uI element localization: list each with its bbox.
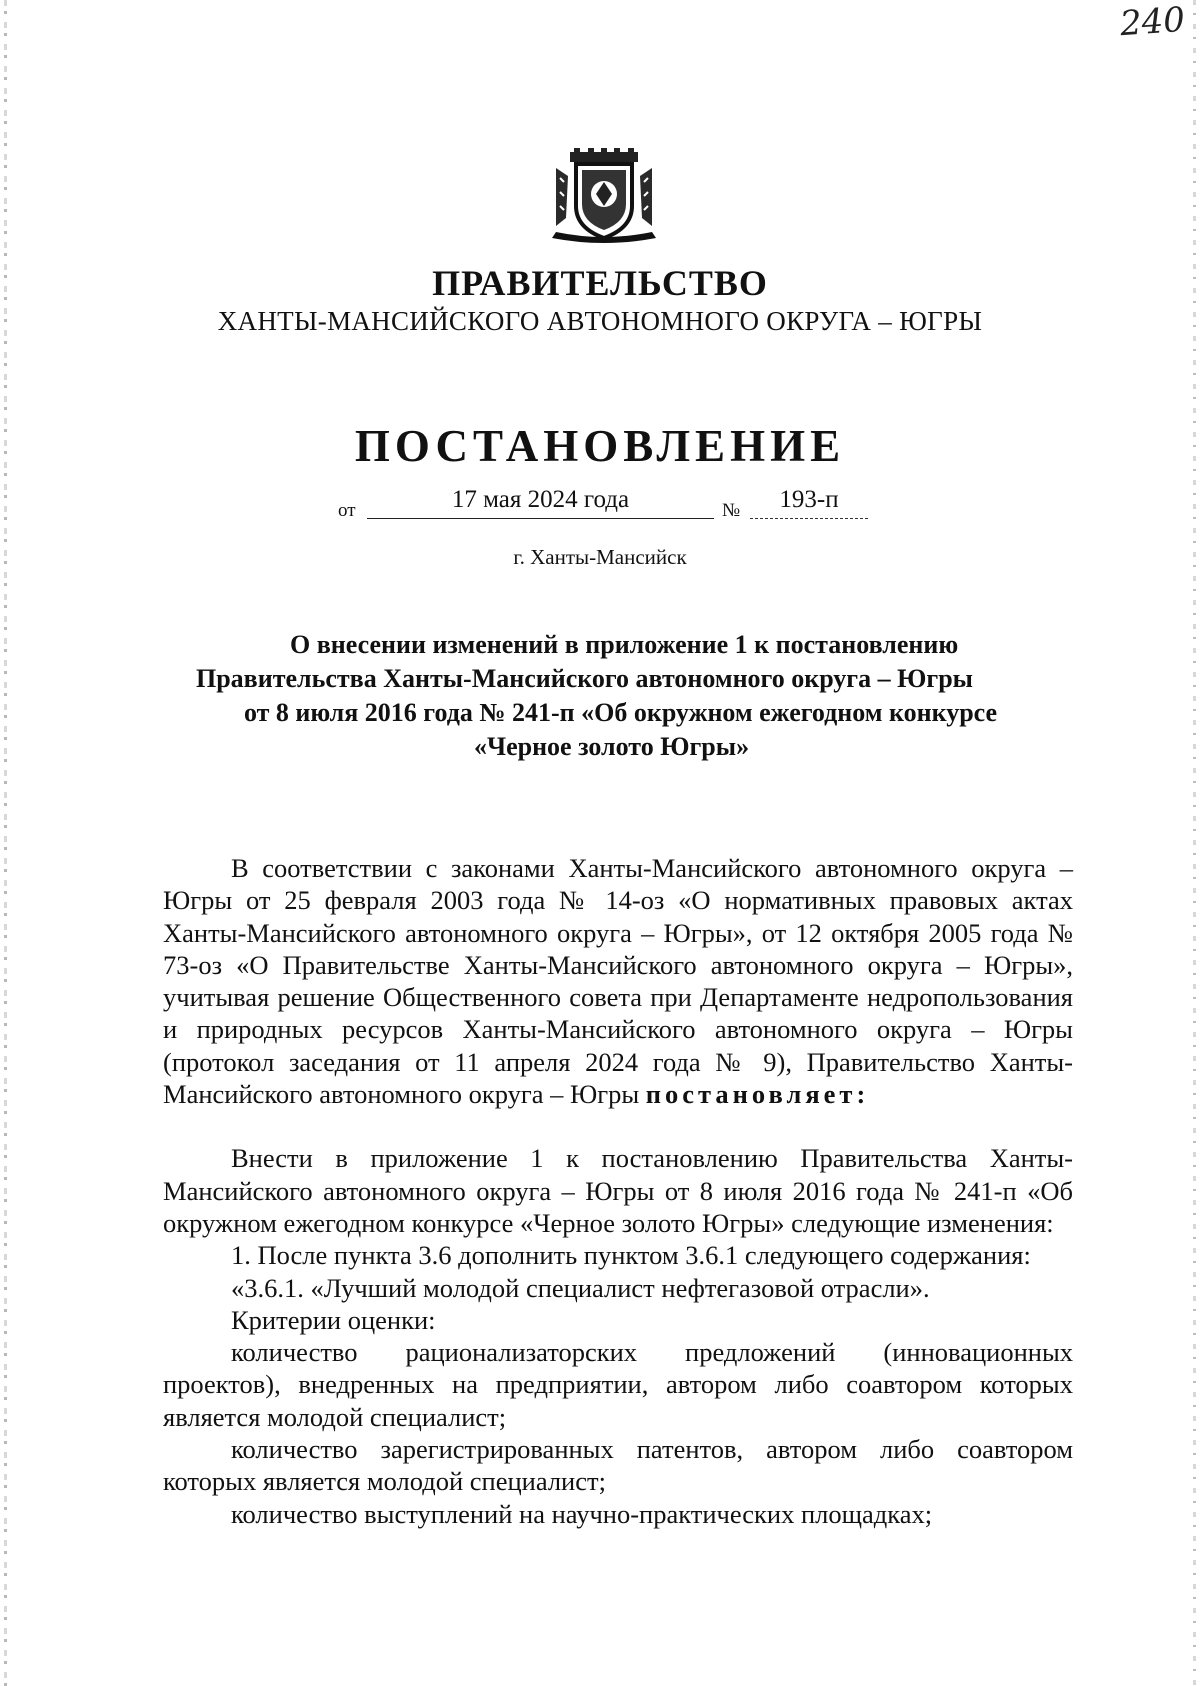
criterion-paragraph: количество рационализаторских предложений (инновационных проектов), внедренных на предприятии, автором либо соавтором которых является молодой специалист;: [163, 1337, 1073, 1432]
item-paragraph: 1. После пункта 3.6 дополнить пунктом 3.6.1 следующего содержания:: [231, 1240, 1031, 1271]
criterion-paragraph: количество выступлений на научно-практических площадках;: [231, 1498, 933, 1529]
city-name: г. Ханты-Мансийск: [513, 545, 687, 569]
document-body: [163, 852, 1073, 1530]
document-subject: [180, 628, 1080, 764]
criteria-heading: Критерии оценки:: [231, 1304, 436, 1335]
intro-paragraph: Внести в приложение 1 к постановлению Правительства Ханты-Мансийского автономного округа – Югры от 8 июля 2016 года № 241-п «Об окружном ежегодном конкурсе «Черное золото Югры» следующие изменения:: [163, 1143, 1073, 1238]
subject-line: Правительства Ханты-Мансийского автономного округа – Югры: [196, 664, 973, 693]
document-type-heading: ПОСТАНОВЛЕНИЕ: [354, 421, 846, 471]
subject-line: «Черное золото Югры»: [474, 732, 750, 761]
scan-edge-left: [4, 0, 7, 1686]
government-subtitle: ХАНТЫ-МАНСИЙСКОГО АВТОНОМНОГО ОКРУГА – ЮГРЫ: [217, 306, 983, 336]
criterion-paragraph: количество зарегистрированных патентов, автором либо соавтором которых является молодой специалист;: [163, 1434, 1073, 1497]
date-prefix: от: [338, 500, 356, 521]
subject-line: от 8 июля 2016 года № 241-п «Об окружном ежегодном конкурсе: [244, 698, 998, 727]
decree-word: постановляет:: [645, 1079, 870, 1110]
document-date: 17 мая 2024 года: [367, 486, 714, 519]
date-number-line: [0, 486, 1200, 526]
preamble-text: В соответствии с законами Ханты-Мансийского автономного округа – Югры от 25 февраля 2003 года № 14-оз «О нормативных правовых актах Ханты-Мансийского автономного округа – Югры», от 12 октября 2005 года № 73-оз «О Правительстве Ханты-Мансийского автономного округа – Югры», учитывая решение Общественного совета при Департаменте недропользования и природных ресурсов Ханты-Мансийского автономного округа – Югры (протокол заседания от 11 апреля 2024 года № 9), Правительство Ханты-Мансийского автономного округа – Югры: [163, 853, 1073, 1110]
number-prefix: №: [722, 500, 741, 521]
preamble-paragraph: [163, 852, 1073, 1110]
handwritten-page-number: 240: [1118, 0, 1187, 45]
coat-of-arms-emblem: [548, 148, 660, 248]
item-quote-paragraph: «3.6.1. «Лучший молодой специалист нефтегазовой отрасли».: [231, 1272, 930, 1303]
government-title: ПРАВИТЕЛЬСТВО: [432, 263, 768, 303]
subject-line: О внесении изменений в приложение 1 к постановлению: [290, 630, 959, 659]
scan-edge-right: [1193, 0, 1196, 1686]
document-number: 193-п: [750, 486, 868, 519]
